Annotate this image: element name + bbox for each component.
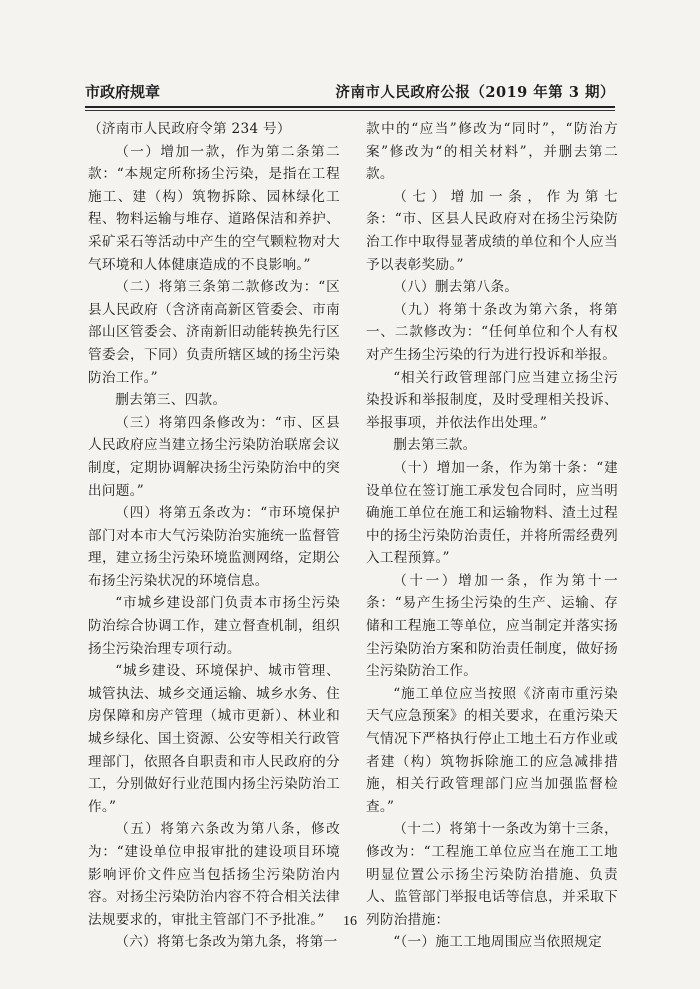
paragraph: “市城乡建设部门负责本市扬尘污染防治综合协调工作，建立督查机制，组织扬尘污染治理专项行动。	[88, 595, 340, 657]
page-header	[85, 80, 615, 102]
paragraph: （九）将第十条改为第六条，将第一、二款修改为：“任何单位和个人有权对产生扬尘污染的行为进行投诉和举报。	[366, 301, 618, 363]
paragraph: （济南市人民政府令第 234 号）	[88, 121, 291, 137]
paragraph: “（一）施工工地周围应当依照规定	[393, 934, 603, 951]
paragraph: （三）将第四条修改为：“市、区县人民政府应当建立扬尘污染防治联席会议制度，定期协调解决扬尘污染防治中的突出问题。”	[88, 414, 340, 499]
paragraph: “城乡建设、环境保护、城市管理、城管执法、城乡交通运输、城乡水务、住房保障和房产管理（城市更新）、林业和城乡绿化、国土资源、公安等相关行政管理部门，依照各自职责和市人民政府的分工，分别做好行业范围内扬尘污染防治工作。”	[88, 663, 340, 815]
paragraph: （十）增加一条，作为第十条：“建设单位在签订施工承发包合同时，应当明确施工单位在施工和运输物料、渣土过程中的扬尘污染防治责任，并将所需经费列入工程预算。”	[366, 459, 618, 567]
paragraph: （八）删去第八条。	[393, 279, 519, 296]
paragraph: （四）将第五条改为：“市环境保护部门对本市大气污染防治实施统一监督管理，建立扬尘污染环境监测网络，定期公布扬尘污染状况的环境信息。	[88, 505, 340, 589]
publication-title: 济南市人民政府公报（2019 年第 3 期）	[335, 84, 615, 101]
paragraph: （六）将第七条改为第九条，将第一	[115, 934, 338, 951]
header-rule-thin	[85, 110, 615, 111]
paragraph: （十二）将第十一条改为第十三条，修改为：“工程施工单位应当在施工工地明显位置公示扬尘污染防治措施、负责人、监管部门举报电话等信息，并采取下列防治措施：	[366, 821, 618, 928]
paragraph: （五）将第六条改为第八条，修改为：“建设单位申报审批的建设项目环境影响评价文件应当包括扬尘污染防治内容。对扬尘污染防治内容不符合相关法律法规要求的，审批主管部门不予批准。”	[88, 821, 340, 928]
paragraph: （十一）增加一条，作为第十一条：“易产生扬尘污染的生产、运输、存储和工程施工等单位，应当制定并落实扬尘污染防治方案和防治责任制度，做好扬尘污染防治工作。	[366, 572, 618, 680]
paragraph: 款中的“应当”修改为“同时”，“防治方案”修改为“的相关材料”，并删去第二款。	[366, 121, 618, 183]
left-column	[88, 118, 340, 951]
paragraph: 删去第三款。	[393, 437, 477, 454]
paragraph: “相关行政管理部门应当建立扬尘污染投诉和举报制度，及时受理相关投诉、举报事项，并依法作出处理。”	[366, 369, 618, 431]
header-rule-thick	[85, 106, 615, 108]
paragraph: （一）增加一款，作为第二条第二款：“本规定所称扬尘污染，是指在工程施工、建（构）筑物拆除、园林绿化工程、物料运输与堆存、道路保洁和养护、采矿采石等活动中产生的空气颗粒物对大气环境和人体健康造成的不良影响。”	[88, 143, 340, 273]
paragraph: “施工单位应当按照《济南市重污染天气应急预案》的相关要求，在重污染天气情况下严格执行停止工地土石方作业或者建（构）筑物拆除施工的应急减排措施，相关行政管理部门应当加强监督检查。”	[366, 685, 618, 815]
paragraph: 删去第三、四款。	[115, 392, 227, 409]
right-column	[366, 118, 618, 951]
paragraph: （七）增加一条，作为第七条：“市、区县人民政府对在扬尘污染防治工作中取得显著成绩的单位和个人应当予以表彰奖励。”	[366, 188, 618, 273]
page-number: 16	[343, 914, 357, 929]
section-title: 市政府规章	[85, 83, 161, 101]
paragraph: （二）将第三条第二款修改为：“区县人民政府（含济南高新区管委会、市南部山区管委会、济南新旧动能转换先行区管委会，下同）负责所辖区域的扬尘污染防治工作。”	[88, 279, 340, 386]
